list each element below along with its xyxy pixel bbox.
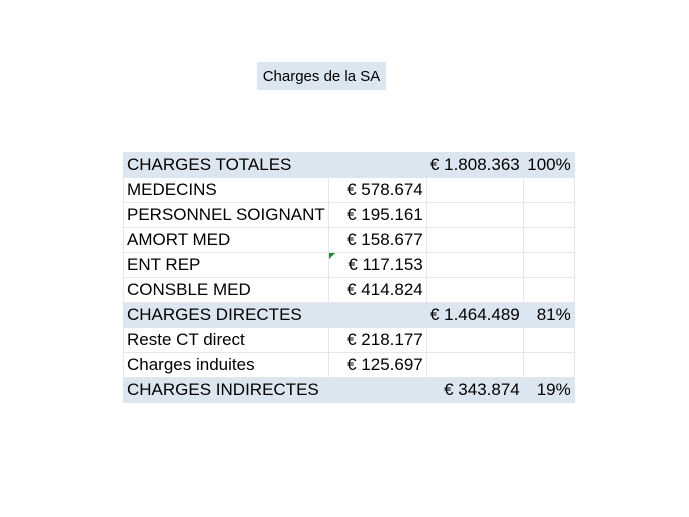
cell-amount[interactable]: € 117.153 xyxy=(328,253,426,278)
cell-amount[interactable]: € 578.674 xyxy=(328,178,426,203)
cell-total[interactable] xyxy=(426,353,523,378)
sheet-title[interactable]: Charges de la SA xyxy=(257,62,386,90)
cell-pct[interactable] xyxy=(523,203,574,228)
cell-pct[interactable] xyxy=(523,228,574,253)
row-personnel-soignant xyxy=(124,203,575,228)
charges-table xyxy=(123,152,575,403)
cell-pct[interactable] xyxy=(523,253,574,278)
cell-total[interactable] xyxy=(426,253,523,278)
cell-amount[interactable]: € 158.677 xyxy=(328,228,426,253)
cell-label[interactable]: PERSONNEL SOIGNANT xyxy=(124,203,329,228)
cell-pct[interactable]: 19% xyxy=(523,378,574,403)
row-reste-ct-direct xyxy=(124,328,575,353)
cell-label[interactable]: Reste CT direct xyxy=(124,328,329,353)
cell-pct[interactable] xyxy=(523,328,574,353)
cell-total[interactable] xyxy=(426,328,523,353)
cell-amount[interactable]: € 125.697 xyxy=(328,353,426,378)
cell-total[interactable] xyxy=(426,278,523,303)
row-charges-indirectes xyxy=(124,378,575,403)
cell-total[interactable] xyxy=(426,203,523,228)
cell-label[interactable]: Charges induites xyxy=(124,353,329,378)
cell-amount[interactable]: € 195.161 xyxy=(328,203,426,228)
cell-total[interactable] xyxy=(426,228,523,253)
cell-total[interactable]: € 343.874 xyxy=(426,378,523,403)
cell-amount[interactable]: € 414.824 xyxy=(328,278,426,303)
row-amort-med xyxy=(124,228,575,253)
cell-label[interactable]: ENT REP xyxy=(124,253,329,278)
cell-label[interactable]: CHARGES TOTALES xyxy=(124,153,329,178)
cell-label[interactable]: MEDECINS xyxy=(124,178,329,203)
cell-total[interactable]: € 1.464.489 xyxy=(426,303,523,328)
cell-label[interactable]: AMORT MED xyxy=(124,228,329,253)
cell-label[interactable]: CHARGES INDIRECTES xyxy=(124,378,329,403)
row-charges-totales xyxy=(124,153,575,178)
cell-pct[interactable]: 100% xyxy=(523,153,574,178)
cell-total[interactable]: € 1.808.363 xyxy=(426,153,523,178)
row-medecins xyxy=(124,178,575,203)
cell-amount[interactable] xyxy=(328,378,426,403)
row-ent-rep xyxy=(124,253,575,278)
cell-label[interactable]: CONSBLE MED xyxy=(124,278,329,303)
row-charges-induites xyxy=(124,353,575,378)
row-charges-directes xyxy=(124,303,575,328)
cell-amount[interactable] xyxy=(328,153,426,178)
cell-pct[interactable]: 81% xyxy=(523,303,574,328)
cell-pct[interactable] xyxy=(523,178,574,203)
cell-pct[interactable] xyxy=(523,278,574,303)
cell-label[interactable]: CHARGES DIRECTES xyxy=(124,303,329,328)
cell-total[interactable] xyxy=(426,178,523,203)
cell-pct[interactable] xyxy=(523,353,574,378)
row-consble-med xyxy=(124,278,575,303)
cell-amount[interactable] xyxy=(328,303,426,328)
cell-amount[interactable]: € 218.177 xyxy=(328,328,426,353)
